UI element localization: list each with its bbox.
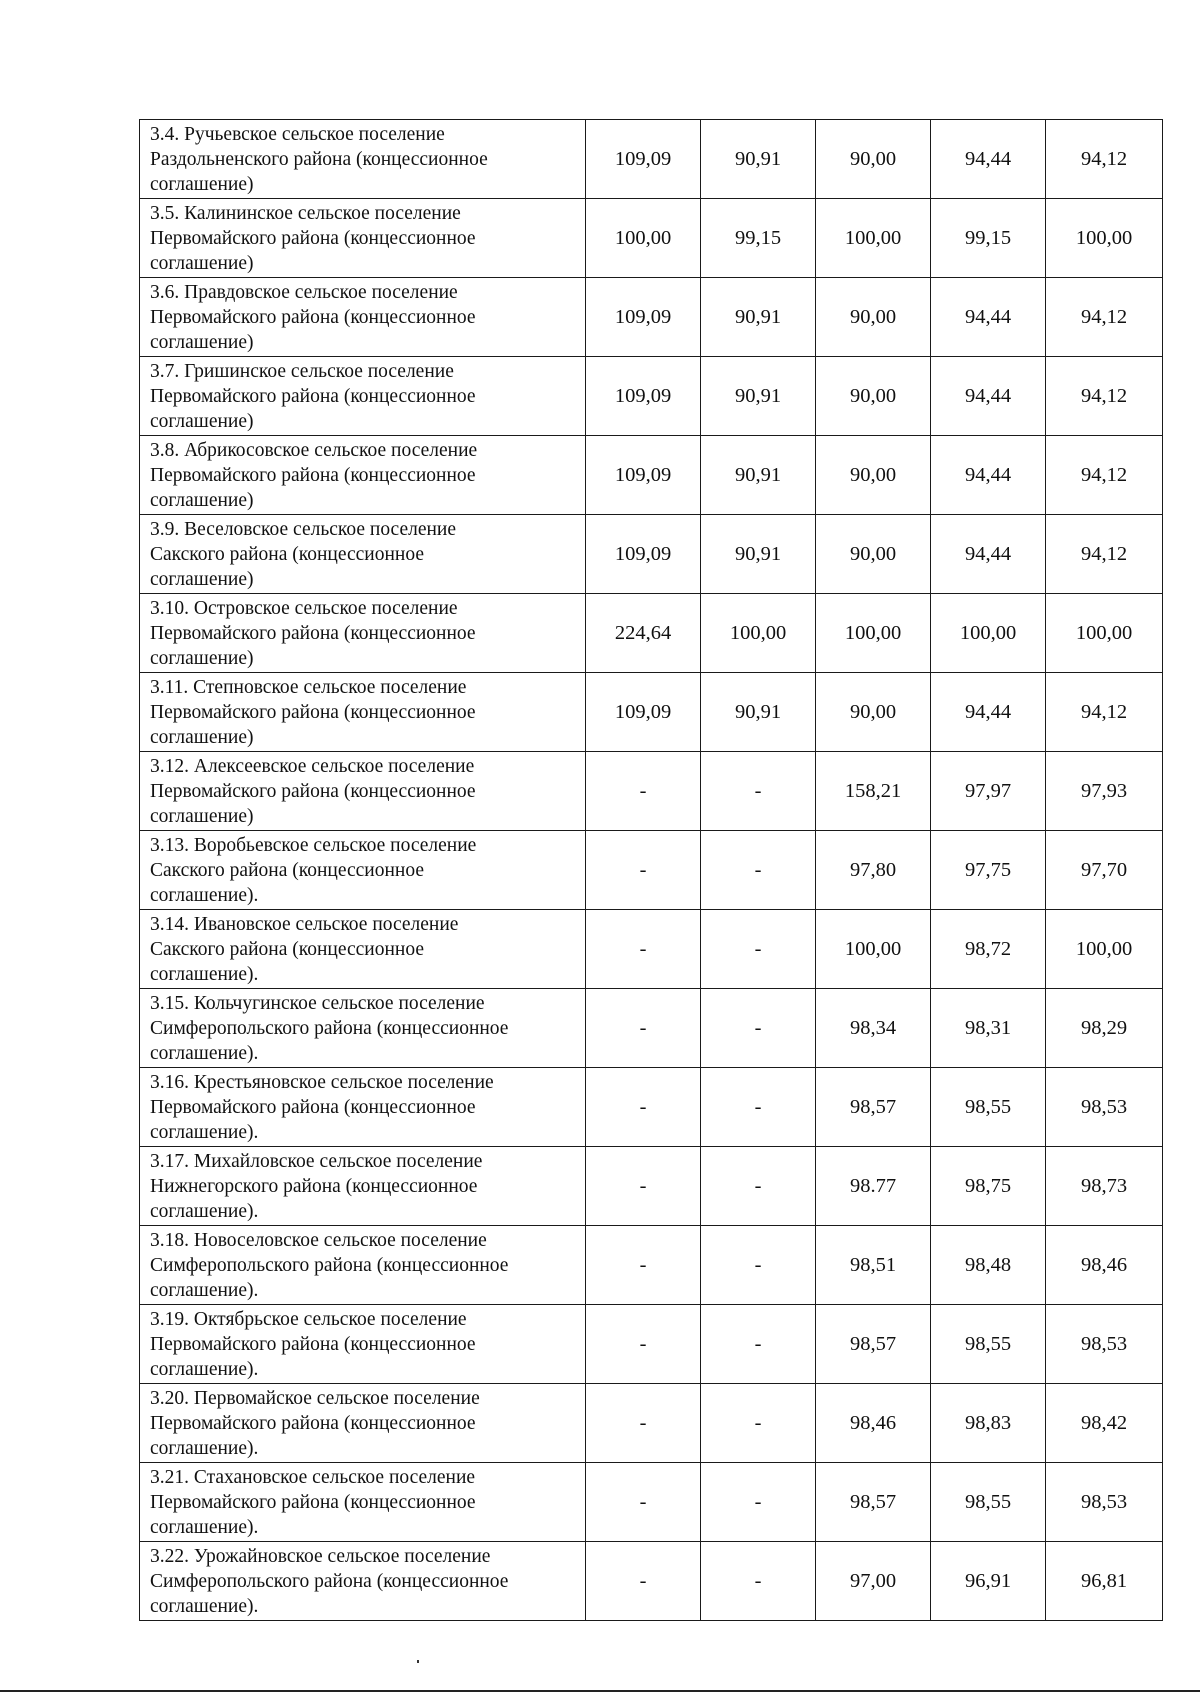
settlement-name-line: Первомайского района (концессионное — [150, 623, 476, 644]
settlement-name-line: соглашение). — [150, 885, 259, 906]
value-cell: 94,12 — [1046, 436, 1163, 515]
settlement-name-cell — [140, 831, 586, 910]
settlement-name-line: Симферопольского района (концессионное — [150, 1255, 509, 1276]
value-cell: 98,53 — [1046, 1463, 1163, 1542]
settlement-name-line: Симферопольского района (концессионное — [150, 1571, 509, 1592]
settlement-name-line: 3.19. Октябрьское сельское поселение — [150, 1309, 467, 1330]
value-cell: 109,09 — [586, 120, 701, 199]
value-cell: 97,70 — [1046, 831, 1163, 910]
value-cell: 90,91 — [701, 436, 816, 515]
value-cell: 90,91 — [701, 515, 816, 594]
settlement-name-line: соглашение) — [150, 490, 254, 511]
value-cell: 94,44 — [931, 357, 1046, 436]
table-row — [140, 278, 1163, 357]
value-cell: 109,09 — [586, 278, 701, 357]
value-cell: 97,00 — [816, 1542, 931, 1621]
value-cell: 109,09 — [586, 357, 701, 436]
value-cell: - — [586, 1305, 701, 1384]
value-cell: - — [586, 752, 701, 831]
table-row — [140, 357, 1163, 436]
table-row — [140, 1384, 1163, 1463]
value-cell: 98,53 — [1046, 1068, 1163, 1147]
value-cell: 98,83 — [931, 1384, 1046, 1463]
value-cell: 109,09 — [586, 436, 701, 515]
table-row — [140, 1305, 1163, 1384]
settlement-name-line: соглашение) — [150, 569, 254, 590]
value-cell: 100,00 — [931, 594, 1046, 673]
settlement-name-cell — [140, 1463, 586, 1542]
value-cell: 98,57 — [816, 1463, 931, 1542]
settlement-name-line: Первомайского района (концессионное — [150, 386, 476, 407]
value-cell: 100,00 — [1046, 910, 1163, 989]
value-cell: 94,44 — [931, 278, 1046, 357]
value-cell: 100,00 — [1046, 199, 1163, 278]
settlement-name-cell — [140, 515, 586, 594]
settlement-name-line: соглашение) — [150, 648, 254, 669]
value-cell: 94,44 — [931, 515, 1046, 594]
table-row — [140, 199, 1163, 278]
settlement-name-line: Первомайского района (концессионное — [150, 307, 476, 328]
value-cell: 94,12 — [1046, 673, 1163, 752]
value-cell: 98,73 — [1046, 1147, 1163, 1226]
value-cell: 90,00 — [816, 436, 931, 515]
settlement-name-line: 3.10. Островское сельское поселение — [150, 598, 458, 619]
value-cell: 100,00 — [816, 594, 931, 673]
value-cell: 96,81 — [1046, 1542, 1163, 1621]
settlement-name-cell — [140, 673, 586, 752]
value-cell: 98.77 — [816, 1147, 931, 1226]
value-cell: 90,00 — [816, 278, 931, 357]
settlement-name-line: соглашение). — [150, 1596, 259, 1617]
value-cell: 97,93 — [1046, 752, 1163, 831]
settlement-name-line: соглашение). — [150, 1122, 259, 1143]
value-cell: 98,46 — [1046, 1226, 1163, 1305]
table-row — [140, 989, 1163, 1068]
value-cell: 109,09 — [586, 673, 701, 752]
table-row — [140, 752, 1163, 831]
value-cell: - — [701, 1147, 816, 1226]
settlement-name-line: Первомайского района (концессионное — [150, 1334, 476, 1355]
value-cell: 94,12 — [1046, 357, 1163, 436]
value-cell: 98,57 — [816, 1068, 931, 1147]
value-cell: 94,12 — [1046, 120, 1163, 199]
settlement-name-line: 3.21. Стахановское сельское поселение — [150, 1467, 476, 1488]
table-row — [140, 1068, 1163, 1147]
settlement-name-line: Первомайского района (концессионное — [150, 465, 476, 486]
value-cell: - — [701, 910, 816, 989]
value-cell: 100,00 — [701, 594, 816, 673]
value-cell: 98,31 — [931, 989, 1046, 1068]
table-row — [140, 594, 1163, 673]
value-cell: 98,72 — [931, 910, 1046, 989]
settlement-name-cell — [140, 989, 586, 1068]
table-row — [140, 1147, 1163, 1226]
value-cell: - — [701, 1542, 816, 1621]
settlement-name-line: 3.8. Абрикосовское сельское поселение — [150, 440, 478, 461]
settlement-name-line: соглашение) — [150, 332, 254, 353]
value-cell: 98,46 — [816, 1384, 931, 1463]
settlement-name-line: соглашение). — [150, 1280, 259, 1301]
settlement-name-cell — [140, 357, 586, 436]
value-cell: - — [701, 989, 816, 1068]
value-cell: 90,00 — [816, 673, 931, 752]
settlement-name-line: Первомайского района (концессионное — [150, 1097, 476, 1118]
value-cell: - — [586, 989, 701, 1068]
value-cell: 98,51 — [816, 1226, 931, 1305]
settlement-name-line: Первомайского района (концессионное — [150, 1413, 476, 1434]
settlement-name-line: соглашение). — [150, 1043, 259, 1064]
table-row — [140, 120, 1163, 199]
settlement-name-line: Первомайского района (концессионное — [150, 702, 476, 723]
value-cell: 98,55 — [931, 1068, 1046, 1147]
table-row — [140, 436, 1163, 515]
table-row — [140, 831, 1163, 910]
value-cell: 94,12 — [1046, 515, 1163, 594]
value-cell: - — [701, 752, 816, 831]
settlement-name-line: Сакского района (концессионное — [150, 860, 424, 881]
settlement-name-cell — [140, 594, 586, 673]
table-row — [140, 1463, 1163, 1542]
settlement-name-line: 3.11. Степновское сельское поселение — [150, 677, 467, 698]
value-cell: 98,29 — [1046, 989, 1163, 1068]
table-row — [140, 1226, 1163, 1305]
table-row — [140, 910, 1163, 989]
settlement-name-line: Сакского района (концессионное — [150, 939, 424, 960]
settlement-name-line: соглашение). — [150, 1438, 259, 1459]
settlement-name-cell — [140, 1305, 586, 1384]
value-cell: - — [586, 1226, 701, 1305]
value-cell: 97,97 — [931, 752, 1046, 831]
value-cell: 98,57 — [816, 1305, 931, 1384]
settlement-name-line: соглашение) — [150, 253, 254, 274]
value-cell: 98,53 — [1046, 1305, 1163, 1384]
value-cell: 98,48 — [931, 1226, 1046, 1305]
value-cell: - — [701, 1305, 816, 1384]
value-cell: 90,91 — [701, 673, 816, 752]
settlement-name-line: Первомайского района (концессионное — [150, 781, 476, 802]
settlement-name-line: 3.17. Михайловское сельское поселение — [150, 1151, 483, 1172]
value-cell: - — [586, 831, 701, 910]
settlement-name-line: 3.5. Калининское сельское поселение — [150, 203, 461, 224]
table-row — [140, 1542, 1163, 1621]
value-cell: 94,12 — [1046, 278, 1163, 357]
settlement-name-line: 3.18. Новоселовское сельское поселение — [150, 1230, 487, 1251]
settlement-name-line: 3.6. Правдовское сельское поселение — [150, 282, 458, 303]
settlement-name-line: соглашение). — [150, 1359, 259, 1380]
settlement-name-line: Раздольненского района (концессионное — [150, 149, 488, 170]
value-cell: 90,00 — [816, 357, 931, 436]
value-cell: 109,09 — [586, 515, 701, 594]
settlement-name-line: 3.9. Веселовское сельское поселение — [150, 519, 457, 540]
settlement-name-cell — [140, 1226, 586, 1305]
value-cell: 90,91 — [701, 120, 816, 199]
value-cell: - — [701, 1226, 816, 1305]
value-cell: 94,44 — [931, 673, 1046, 752]
value-cell: - — [701, 831, 816, 910]
value-cell: 98,75 — [931, 1147, 1046, 1226]
settlement-name-line: 3.4. Ручьевское сельское поселение — [150, 124, 445, 145]
settlement-name-line: 3.20. Первомайское сельское поселение — [150, 1388, 480, 1409]
value-cell: - — [586, 1463, 701, 1542]
value-cell: - — [586, 1384, 701, 1463]
settlement-name-line: соглашение) — [150, 411, 254, 432]
settlement-name-line: соглашение). — [150, 1201, 259, 1222]
settlement-name-line: соглашение) — [150, 174, 254, 195]
settlement-name-cell — [140, 1068, 586, 1147]
settlement-name-line: 3.22. Урожайновское сельское поселение — [150, 1546, 491, 1567]
value-cell: - — [701, 1068, 816, 1147]
settlement-name-line: соглашение) — [150, 806, 254, 827]
value-cell: 99,15 — [701, 199, 816, 278]
value-cell: 98,34 — [816, 989, 931, 1068]
settlement-name-cell — [140, 278, 586, 357]
value-cell: - — [586, 1147, 701, 1226]
value-cell: 90,00 — [816, 120, 931, 199]
settlement-name-line: Нижнегорского района (концессионное — [150, 1176, 478, 1197]
value-cell: 97,75 — [931, 831, 1046, 910]
value-cell: 98,42 — [1046, 1384, 1163, 1463]
table-body — [140, 120, 1163, 1621]
value-cell: - — [586, 910, 701, 989]
value-cell: 98,55 — [931, 1463, 1046, 1542]
settlement-name-line: Первомайского района (концессионное — [150, 228, 476, 249]
value-cell: 100,00 — [816, 910, 931, 989]
settlement-name-line: 3.15. Кольчугинское сельское поселение — [150, 993, 485, 1014]
settlement-name-cell — [140, 910, 586, 989]
settlement-name-cell — [140, 1147, 586, 1226]
value-cell: 96,91 — [931, 1542, 1046, 1621]
value-cell: 94,44 — [931, 120, 1046, 199]
value-cell: - — [701, 1463, 816, 1542]
settlement-name-line: 3.13. Воробьевское сельское поселение — [150, 835, 477, 856]
settlement-name-cell — [140, 1384, 586, 1463]
data-table — [139, 119, 1163, 1621]
settlement-name-cell — [140, 1542, 586, 1621]
settlement-name-line: Сакского района (концессионное — [150, 544, 424, 565]
value-cell: 99,15 — [931, 199, 1046, 278]
settlement-name-line: 3.12. Алексеевское сельское поселение — [150, 756, 475, 777]
settlement-name-line: соглашение). — [150, 1517, 259, 1538]
settlement-name-line: 3.14. Ивановское сельское поселение — [150, 914, 459, 935]
value-cell: 100,00 — [586, 199, 701, 278]
value-cell: 98,55 — [931, 1305, 1046, 1384]
value-cell: 158,21 — [816, 752, 931, 831]
settlement-name-line: Первомайского района (концессионное — [150, 1492, 476, 1513]
settlement-name-line: соглашение) — [150, 727, 254, 748]
value-cell: 90,91 — [701, 278, 816, 357]
settlement-name-line: Симферопольского района (концессионное — [150, 1018, 509, 1039]
settlement-name-line: соглашение). — [150, 964, 259, 985]
value-cell: - — [586, 1542, 701, 1621]
settlement-name-cell — [140, 120, 586, 199]
value-cell: - — [586, 1068, 701, 1147]
settlement-name-cell — [140, 199, 586, 278]
value-cell: 224,64 — [586, 594, 701, 673]
value-cell: 100,00 — [1046, 594, 1163, 673]
scan-speck — [417, 1660, 419, 1663]
settlement-name-line: 3.16. Крестьяновское сельское поселение — [150, 1072, 494, 1093]
settlement-name-line: 3.7. Гришинское сельское поселение — [150, 361, 454, 382]
value-cell: 90,91 — [701, 357, 816, 436]
page-bottom-rule — [0, 1690, 1200, 1692]
table-row — [140, 515, 1163, 594]
value-cell: 97,80 — [816, 831, 931, 910]
settlement-name-cell — [140, 752, 586, 831]
value-cell: 94,44 — [931, 436, 1046, 515]
value-cell: 100,00 — [816, 199, 931, 278]
table-row — [140, 673, 1163, 752]
value-cell: 90,00 — [816, 515, 931, 594]
settlement-name-cell — [140, 436, 586, 515]
value-cell: - — [701, 1384, 816, 1463]
